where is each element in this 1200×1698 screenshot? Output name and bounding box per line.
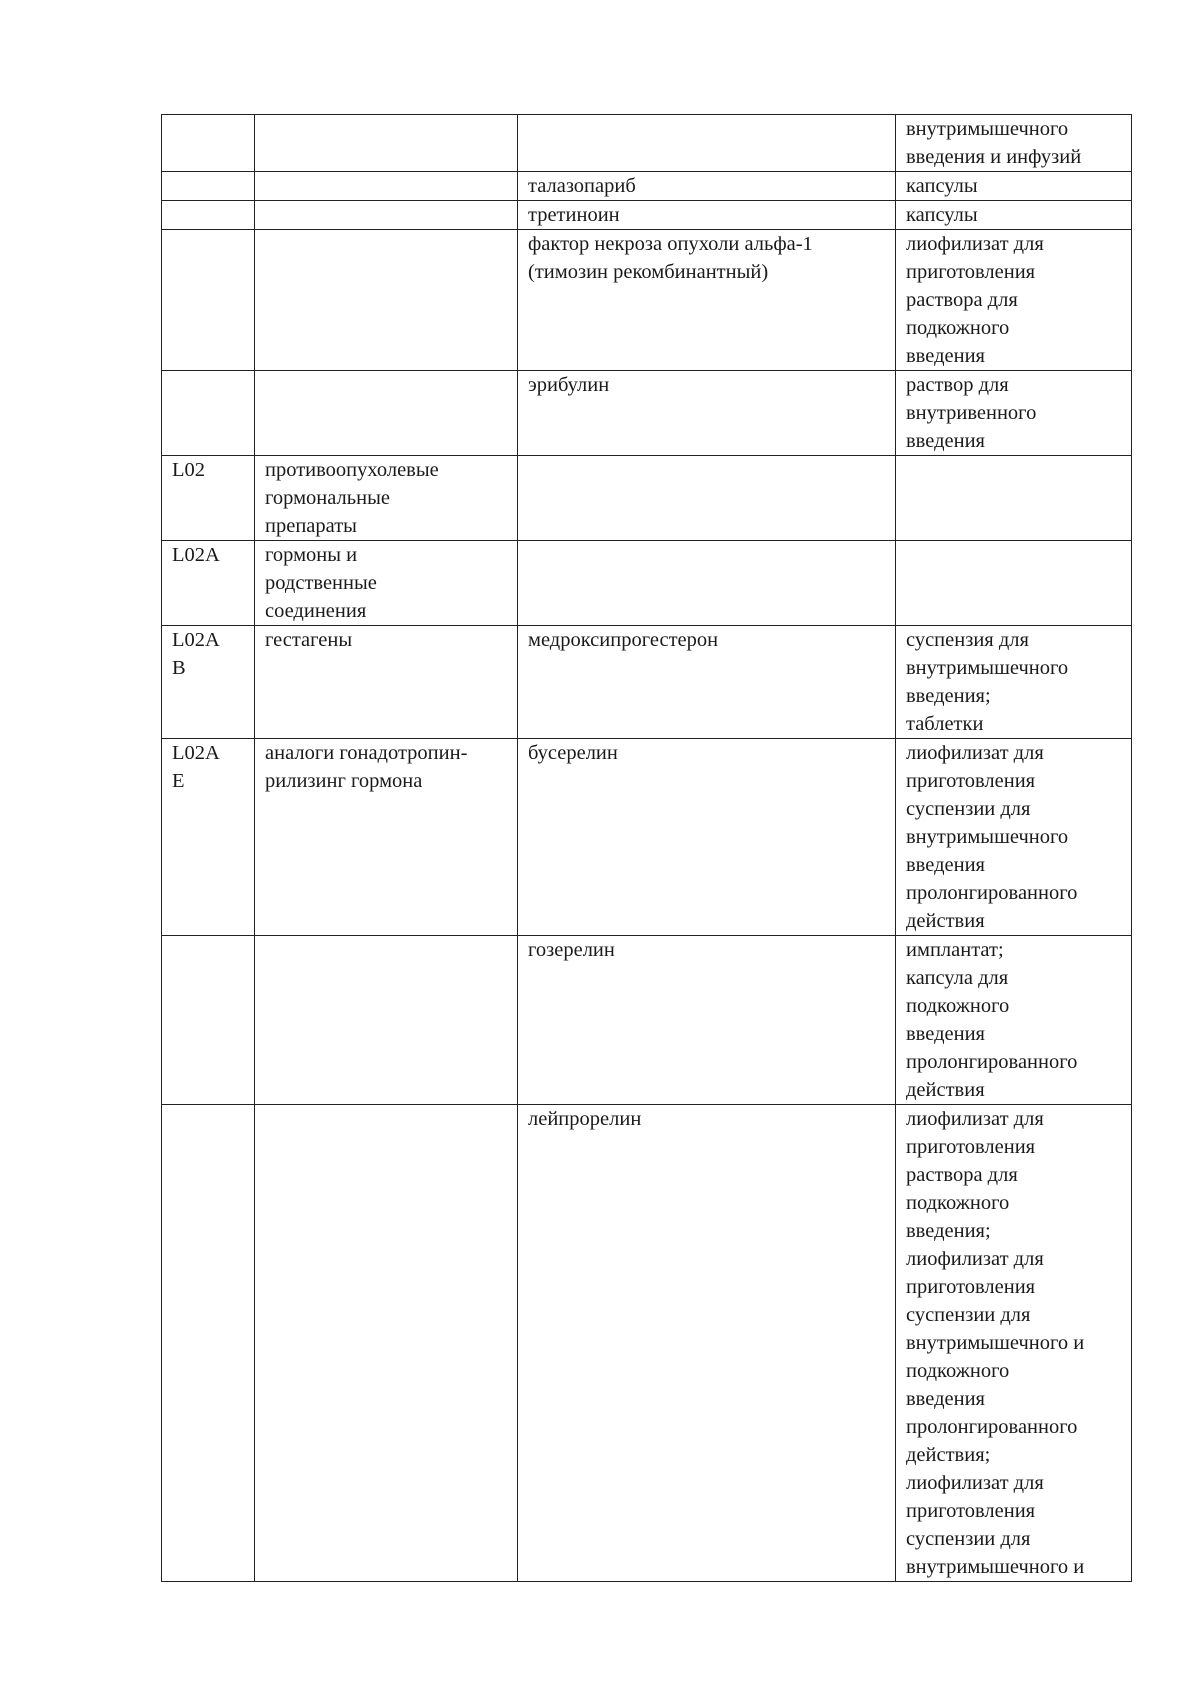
form-cell: имплантат; капсула для подкожного введения пролонгированного действия	[896, 936, 1132, 1105]
code-cell	[162, 936, 255, 1105]
code-cell: L02A B	[162, 626, 255, 739]
form-cell	[896, 456, 1132, 541]
table-row	[162, 115, 1132, 172]
group-cell	[255, 172, 518, 201]
medication-table	[161, 114, 1132, 1582]
table-row	[162, 739, 1132, 936]
group-cell: противоопухолевые гормональные препараты	[255, 456, 518, 541]
drug-cell: талазопариб	[518, 172, 896, 201]
form-cell: лиофилизат для приготовления раствора для подкожного введения	[896, 230, 1132, 371]
group-cell	[255, 230, 518, 371]
code-cell	[162, 1105, 255, 1582]
code-cell: L02	[162, 456, 255, 541]
drug-cell: гозерелин	[518, 936, 896, 1105]
drug-cell: лейпрорелин	[518, 1105, 896, 1582]
code-cell	[162, 172, 255, 201]
group-cell	[255, 1105, 518, 1582]
table-row	[162, 172, 1132, 201]
drug-cell: третиноин	[518, 201, 896, 230]
table-row	[162, 230, 1132, 371]
code-cell: L02A	[162, 541, 255, 626]
table-row	[162, 1105, 1132, 1582]
code-cell	[162, 230, 255, 371]
drug-cell: медроксипрогестерон	[518, 626, 896, 739]
drug-cell	[518, 541, 896, 626]
group-cell	[255, 936, 518, 1105]
form-cell: суспензия для внутримышечного введения; таблетки	[896, 626, 1132, 739]
group-cell: гормоны и родственные соединения	[255, 541, 518, 626]
group-cell	[255, 115, 518, 172]
group-cell: гестагены	[255, 626, 518, 739]
table-row	[162, 371, 1132, 456]
drug-cell	[518, 456, 896, 541]
form-cell: капсулы	[896, 172, 1132, 201]
group-cell	[255, 201, 518, 230]
form-cell: лиофилизат для приготовления раствора для подкожного введения; лиофилизат для приготовления суспензии для внутримышечного и подкожного введения пролонгированного действия; лиофилизат для приготовления суспензии для внутримышечного и	[896, 1105, 1132, 1582]
group-cell	[255, 371, 518, 456]
code-cell	[162, 371, 255, 456]
form-cell: капсулы	[896, 201, 1132, 230]
form-cell	[896, 541, 1132, 626]
table-row	[162, 541, 1132, 626]
drug-cell: эрибулин	[518, 371, 896, 456]
code-cell	[162, 115, 255, 172]
code-cell	[162, 201, 255, 230]
drug-cell: фактор некроза опухоли альфа-1 (тимозин рекомбинантный)	[518, 230, 896, 371]
table-row	[162, 456, 1132, 541]
form-cell: внутримышечного введения и инфузий	[896, 115, 1132, 172]
table-row	[162, 626, 1132, 739]
form-cell: лиофилизат для приготовления суспензии для внутримышечного введения пролонгированного действия	[896, 739, 1132, 936]
drug-cell	[518, 115, 896, 172]
table-row	[162, 936, 1132, 1105]
drug-cell: бусерелин	[518, 739, 896, 936]
form-cell: раствор для внутривенного введения	[896, 371, 1132, 456]
group-cell: аналоги гонадотропин- рилизинг гормона	[255, 739, 518, 936]
code-cell: L02A E	[162, 739, 255, 936]
table-row	[162, 201, 1132, 230]
